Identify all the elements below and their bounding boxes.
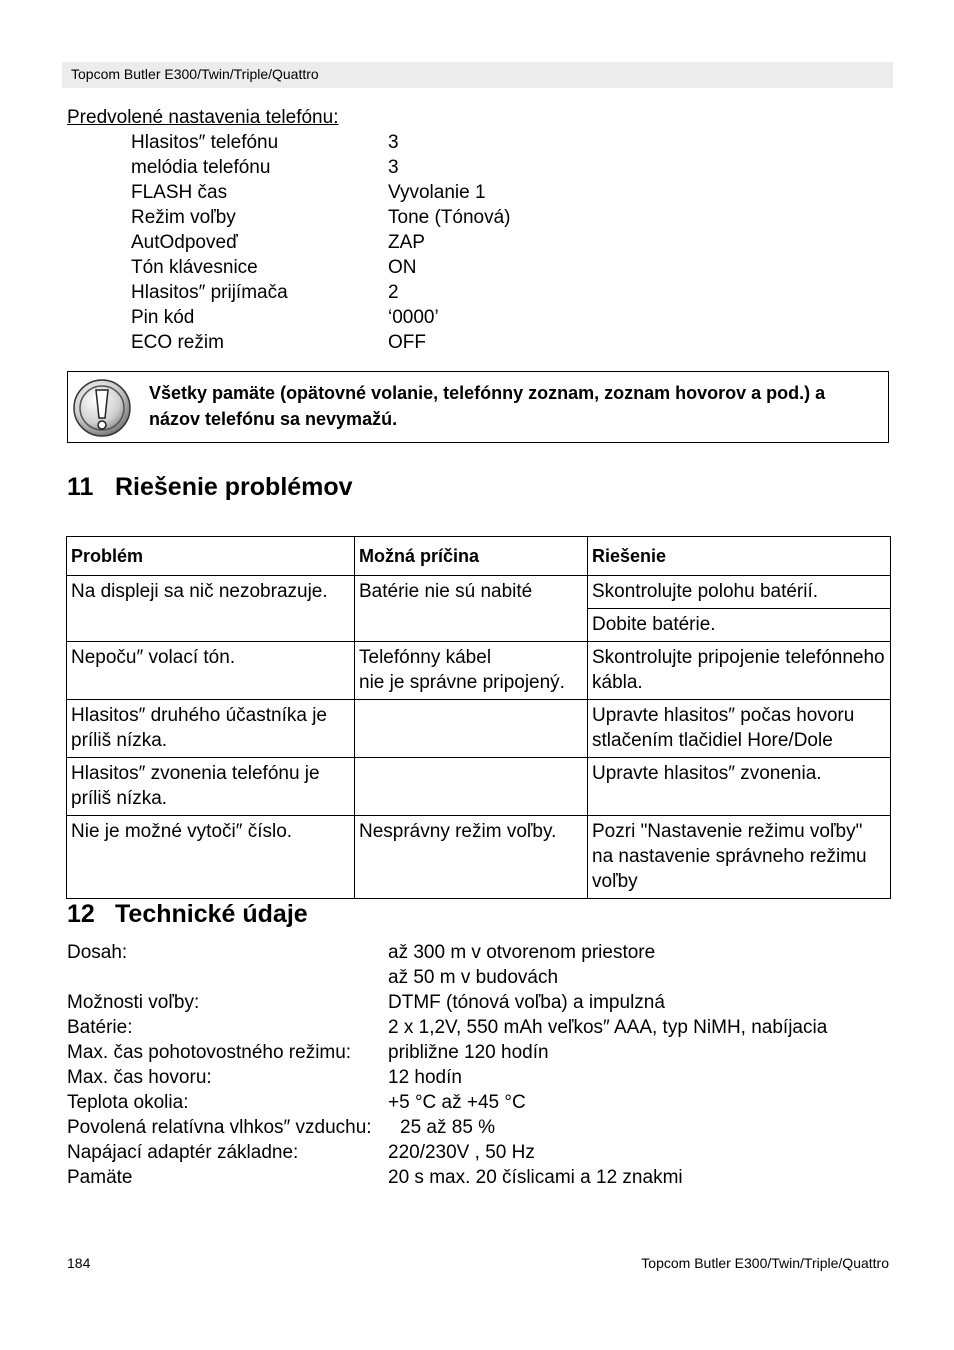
spec-value: 25 až 85 % xyxy=(400,1117,496,1138)
setting-label: AutOdpoveď xyxy=(131,232,238,253)
exclamation-icon xyxy=(72,378,132,438)
spec-value: DTMF (tónová voľba) a impulzná xyxy=(388,992,665,1013)
spec-label: Teplota okolia: xyxy=(67,1092,189,1113)
spec-value: až 50 m v budovách xyxy=(388,967,559,988)
table-header: Riešenie xyxy=(588,537,891,576)
setting-label: Režim voľby xyxy=(131,207,236,228)
solution-cell: Skontrolujte pripojenie telefónneho kábla. xyxy=(588,642,891,700)
spec-value: približne 120 hodín xyxy=(388,1042,549,1063)
spec-label: Pamäte xyxy=(67,1167,133,1188)
spec-label: Možnosti voľby: xyxy=(67,992,200,1013)
spec-value: 2 x 1,2V, 550 mAh veľkos″ AAA, typ NiMH, nabíjacia xyxy=(388,1017,828,1038)
setting-value: ‘0000’ xyxy=(388,307,439,328)
table-row xyxy=(67,816,891,899)
problem-cell: Hlasitos″ druhého účastníka je príliš nízka. xyxy=(67,700,355,758)
page-number: 184 xyxy=(67,1255,91,1271)
setting-value: OFF xyxy=(388,332,426,353)
spec-value: 20 s max. 20 číslicami a 12 znakmi xyxy=(388,1167,683,1188)
cause-cell xyxy=(355,700,588,758)
spec-label: Batérie: xyxy=(67,1017,133,1038)
table-header-row xyxy=(67,537,891,576)
table-row xyxy=(67,700,891,758)
spec-label: Max. čas hovoru: xyxy=(67,1067,212,1088)
spec-value: 12 hodín xyxy=(388,1067,462,1088)
cause-cell xyxy=(355,758,588,816)
solution-cell: Pozri "Nastavenie režimu voľby" na nastavenie správneho režimu voľby xyxy=(588,816,891,899)
footer-title: Topcom Butler E300/Twin/Triple/Quattro xyxy=(641,1255,889,1271)
setting-value: 2 xyxy=(388,282,399,303)
cause-cell: Nesprávny režim voľby. xyxy=(355,816,588,899)
setting-value: Vyvolanie 1 xyxy=(388,182,486,203)
cause-line: nie je správne pripojený. xyxy=(359,672,565,693)
table-row xyxy=(67,576,891,609)
spec-value: +5 °C až +45 °C xyxy=(388,1092,526,1113)
section-11-title: Riešenie problémov xyxy=(115,473,353,501)
setting-label: FLASH čas xyxy=(131,182,228,203)
solution-cell: Upravte hlasitos″ počas hovoru stlačením tlačidiel Hore/Dole xyxy=(588,700,891,758)
note-text: Všetky pamäte (opätovné volanie, telefónny zoznam, zoznam hovorov a pod.) a názov telefónu sa nevymažú. xyxy=(149,383,826,429)
table-row xyxy=(67,642,891,700)
setting-label: Pin kód xyxy=(131,307,195,328)
setting-label: Hlasitos″ prijímača xyxy=(131,282,288,303)
setting-value: 3 xyxy=(388,132,399,153)
table-header: Možná príčina xyxy=(355,537,588,576)
solution-cell: Dobite batérie. xyxy=(588,609,891,642)
problem-cell: Nepoču″ volací tón. xyxy=(67,642,355,700)
setting-value: ON xyxy=(388,257,417,278)
table-header: Problém xyxy=(67,537,355,576)
setting-value: Tone (Tónová) xyxy=(388,207,511,228)
defaults-title: Predvolené nastavenia telefónu: xyxy=(67,107,339,128)
section-12-title: Technické údaje xyxy=(115,900,308,928)
spec-value: až 300 m v otvorenom priestore xyxy=(388,942,656,963)
spec-value: 220/230V , 50 Hz xyxy=(388,1142,535,1163)
setting-value: 3 xyxy=(388,157,399,178)
setting-label: Hlasitos″ telefónu xyxy=(131,132,279,153)
cause-line: Telefónny kábel xyxy=(359,647,492,668)
cause-cell xyxy=(355,642,588,700)
table-row xyxy=(67,758,891,816)
cause-cell: Batérie nie sú nabité xyxy=(355,576,588,642)
spec-label: Povolená relatívna vlhkos″ vzduchu: xyxy=(67,1117,372,1138)
problem-cell: Nie je možné vytoči″ číslo. xyxy=(67,816,355,899)
solution-cell: Upravte hlasitos″ zvonenia. xyxy=(588,758,891,816)
header-title: Topcom Butler E300/Twin/Triple/Quattro xyxy=(71,66,319,82)
setting-label: Tón klávesnice xyxy=(131,257,258,278)
setting-value: ZAP xyxy=(388,232,425,253)
spec-label: Dosah: xyxy=(67,942,128,963)
section-12-number: 12 xyxy=(67,900,95,928)
setting-label: melódia telefónu xyxy=(131,157,271,178)
problem-cell: Na displeji sa nič nezobrazuje. xyxy=(67,576,355,642)
problem-cell: Hlasitos″ zvonenia telefónu je príliš nízka. xyxy=(67,758,355,816)
troubleshooting-table xyxy=(66,536,891,899)
solution-cell: Skontrolujte polohu batérií. xyxy=(588,576,891,609)
spec-label: Napájací adaptér základne: xyxy=(67,1142,299,1163)
spec-label: Max. čas pohotovostného režimu: xyxy=(67,1042,352,1063)
section-11-number: 11 xyxy=(67,473,94,501)
setting-label: ECO režim xyxy=(131,332,224,353)
